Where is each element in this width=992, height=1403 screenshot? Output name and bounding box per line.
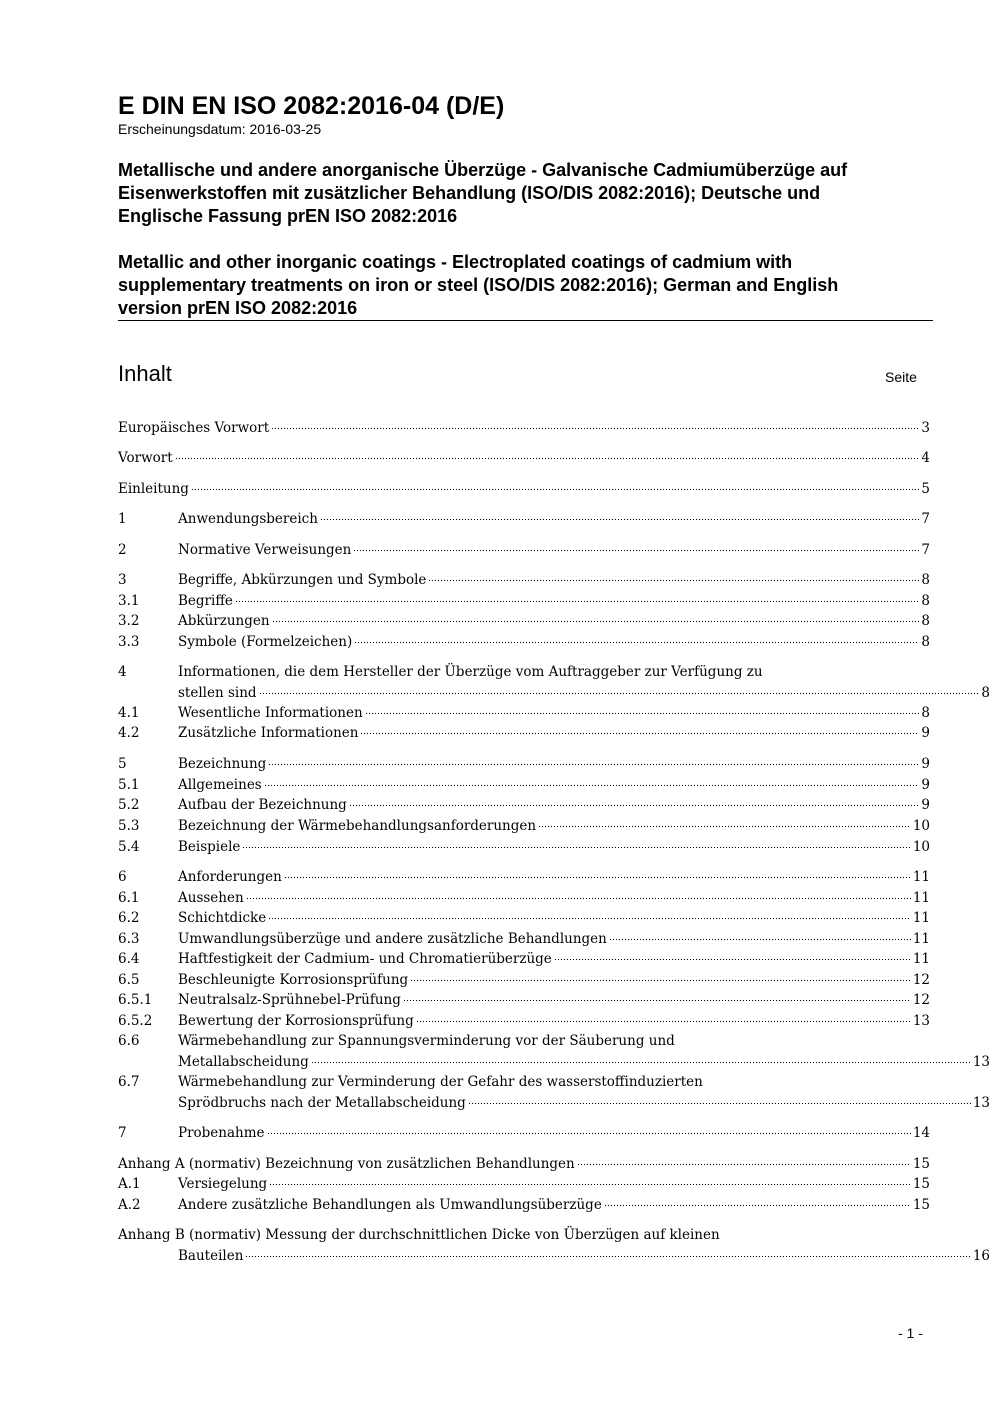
toc-entry-title: Anforderungen (178, 869, 282, 885)
toc-dot-leader (271, 427, 919, 431)
toc-entry-page: 13 (972, 1094, 990, 1111)
toc-entry-number: 6.1 (118, 890, 140, 906)
document-id: E DIN EN ISO 2082:2016-04 (D/E) (118, 92, 505, 120)
toc-entry[interactable] (118, 662, 990, 703)
toc-entry[interactable] (118, 795, 930, 816)
toc-entry-page: 8 (921, 572, 930, 588)
toc-entry-number: 5.3 (118, 818, 140, 834)
toc-entry-page: 15 (912, 1156, 930, 1172)
toc-entry-number: 5.2 (118, 797, 140, 813)
toc-entry[interactable] (118, 888, 930, 909)
toc-entry[interactable] (118, 1195, 930, 1216)
toc-entry-page: 16 (972, 1247, 990, 1264)
toc-entry-title: Anhang A (normativ) Bezeichnung von zusätzlichen Behandlungen (118, 1156, 575, 1172)
toc-entry-page: 15 (912, 1176, 930, 1192)
toc-entry-title-continued: Sprödbruchs nach der Metallabscheidung (178, 1094, 466, 1111)
toc-entry-title: Wärmebehandlung zur Verminderung der Gefahr des wasserstoffinduzierten (178, 1074, 703, 1090)
toc-dot-leader (259, 692, 980, 696)
toc-entry-title: Neutralsalz-Sprühnebel-Prüfung (178, 992, 401, 1008)
toc-entry-page: 11 (912, 869, 930, 885)
toc-dot-leader (264, 784, 920, 788)
toc-entry-number: 6.5.1 (118, 992, 153, 1008)
toc-entry-page: 8 (921, 613, 930, 629)
toc-entry-page: 5 (921, 481, 930, 497)
toc-entry-page: 8 (981, 684, 990, 701)
toc-entry-page: 11 (912, 931, 930, 947)
toc-entry-number: 6.5 (118, 972, 140, 988)
toc-entry[interactable] (118, 970, 930, 991)
toc-dot-leader (604, 1204, 911, 1208)
toc-entry-title: Bezeichnung der Wärmebehandlungsanforderungen (178, 818, 537, 834)
german-title-line: Eisenwerkstoffen mit zusätzlicher Behandlung (ISO/DIS 2082:2016); Deutsche und (118, 183, 821, 203)
toc-entry-title: Anwendungsbereich (178, 511, 318, 527)
toc-entry-title-continued: Bauteilen (178, 1247, 244, 1264)
toc-entry-title: Wärmebehandlung zur Spannungsverminderung vor der Säuberung und (178, 1033, 675, 1049)
toc-dot-leader (403, 999, 911, 1003)
toc-entry-title: Umwandlungsüberzüge und andere zusätzliche Behandlungen (178, 931, 607, 947)
toc-entry-number: 6.3 (118, 931, 140, 947)
toc-dot-leader (410, 979, 911, 983)
english-title-line: supplementary treatments on iron or steel (ISO/DIS 2082:2016); German and English (118, 275, 839, 295)
toc-entry[interactable] (118, 837, 930, 858)
toc-dot-leader (235, 600, 920, 604)
toc-entry-title: Beispiele (178, 839, 241, 855)
toc-entry-title: Abkürzungen (178, 613, 270, 629)
toc-entry-number: 5.4 (118, 839, 140, 855)
toc-entry-page: 7 (921, 511, 930, 527)
toc-dot-leader (242, 846, 910, 850)
toc-entry-number: 6.4 (118, 951, 140, 967)
toc-entry-title: Begriffe, Abkürzungen und Symbole (178, 572, 427, 588)
toc-entry-number: 4 (118, 664, 127, 680)
toc-entry-page: 7 (921, 542, 930, 558)
toc-entry-number: 4.1 (118, 705, 140, 721)
toc-entry-title: Schichtdicke (178, 910, 267, 926)
toc-dot-leader (320, 518, 919, 522)
toc-entry[interactable] (118, 1031, 990, 1072)
toc-dot-leader (245, 1255, 970, 1259)
toc-dot-leader (175, 457, 920, 461)
toc-entry-page: 8 (921, 593, 930, 609)
toc-entry-number: 5.1 (118, 777, 140, 793)
toc-dot-leader (267, 1132, 911, 1136)
toc-entry-title: Anhang B (normativ) Messung der durchschnittlichen Dicke von Überzügen auf kleinen (118, 1227, 720, 1243)
toc-entry[interactable] (118, 632, 930, 653)
toc-entry-page: 11 (912, 951, 930, 967)
toc-entry-page: 11 (912, 890, 930, 906)
german-title-line: Englische Fassung prEN ISO 2082:2016 (118, 206, 458, 226)
toc-entry-page: 10 (912, 818, 930, 834)
toc-entry-page: 13 (912, 1013, 930, 1029)
toc-entry-page: 9 (921, 756, 930, 772)
toc-entry-page: 4 (921, 450, 930, 466)
toc-dot-leader (268, 763, 919, 767)
toc-dot-leader (609, 938, 911, 942)
toc-dot-leader (554, 958, 911, 962)
toc-entry-number: 7 (118, 1125, 127, 1141)
toc-entry-page: 12 (912, 992, 930, 1008)
toc-entry-page: 11 (912, 910, 930, 926)
toc-entry-page: 9 (921, 797, 930, 813)
toc-entry-number: 1 (118, 511, 127, 527)
toc-entry[interactable] (118, 775, 930, 796)
page-number: - 1 - (898, 1325, 923, 1341)
toc-entry[interactable] (118, 570, 930, 591)
toc-entry-page: 9 (921, 777, 930, 793)
toc-entry-title: Symbole (Formelzeichen) (178, 634, 353, 650)
english-title (118, 251, 933, 320)
german-title-line: Metallische und andere anorganische Überzüge - Galvanische Cadmiumüberzüge auf (118, 160, 848, 180)
toc-entry-number: 5 (118, 756, 127, 772)
toc-entry-page: 10 (912, 839, 930, 855)
toc-dot-leader (284, 876, 911, 880)
toc-entry-number: A.2 (118, 1197, 141, 1213)
english-title-line: Metallic and other inorganic coatings - Electroplated coatings of cadmium with (118, 252, 793, 272)
toc-dot-leader (416, 1020, 911, 1024)
toc-entry-title: Bewertung der Korrosionsprüfung (178, 1013, 414, 1029)
toc-dot-leader (269, 1183, 911, 1187)
toc-entry-number: 3 (118, 572, 127, 588)
toc-entry-title: Aufbau der Bezeichnung (178, 797, 347, 813)
toc-entry-number: 6.5.2 (118, 1013, 153, 1029)
toc-entry[interactable] (118, 611, 930, 632)
toc-entry-page: 15 (912, 1197, 930, 1213)
toc-dot-leader (354, 641, 919, 645)
toc-dot-leader (353, 549, 919, 553)
toc-entry[interactable] (118, 754, 930, 775)
toc-dot-leader (428, 579, 919, 583)
toc-entry-title: Einleitung (118, 481, 189, 497)
toc-entry-page: 3 (921, 420, 930, 436)
toc-entry-title: Begriffe (178, 593, 233, 609)
toc-entry-title: Wesentliche Informationen (178, 705, 363, 721)
toc-entry[interactable] (118, 1123, 930, 1144)
toc-entry[interactable] (118, 509, 930, 530)
toc-entry-title: Europäisches Vorwort (118, 420, 270, 436)
toc-entry-title: Beschleunigte Korrosionsprüfung (178, 972, 409, 988)
toc-entry-title: Zusätzliche Informationen (178, 725, 359, 741)
toc-entry-number: 4.2 (118, 725, 140, 741)
toc-entry[interactable] (118, 448, 930, 469)
toc-entry[interactable] (118, 929, 930, 950)
toc-dot-leader (246, 897, 911, 901)
toc-entry-page: 13 (972, 1053, 990, 1070)
toc-entry[interactable] (118, 418, 930, 439)
title-divider (118, 320, 933, 321)
toc-entry-number: 6.2 (118, 910, 140, 926)
toc-entry-number: 3.1 (118, 593, 140, 609)
toc-entry[interactable] (118, 591, 930, 612)
toc-entry[interactable] (118, 990, 930, 1011)
toc-entry-title: Allgemeines (178, 777, 262, 793)
toc-entry-title: Informationen, die dem Hersteller der Überzüge vom Auftraggeber zur Verfügung zu (178, 664, 763, 680)
toc-entry-title: Andere zusätzliche Behandlungen als Umwandlungsüberzüge (178, 1197, 602, 1213)
toc-heading: Inhalt (118, 361, 172, 386)
toc-entry-title: Bezeichnung (178, 756, 267, 772)
toc-dot-leader (577, 1163, 911, 1167)
toc-entry-title-continued: stellen sind (178, 684, 257, 701)
toc-dot-leader (349, 804, 920, 808)
toc-entry[interactable] (118, 1225, 990, 1266)
toc-dot-leader (468, 1102, 971, 1106)
toc-entry-number: 3.3 (118, 634, 140, 650)
toc-entry[interactable] (118, 540, 930, 561)
toc-entry-title: Vorwort (118, 450, 173, 466)
toc-dot-leader (538, 825, 911, 829)
toc-entry-number: 2 (118, 542, 127, 558)
toc-entry-title: Haftfestigkeit der Cadmium- und Chromatierüberzüge (178, 951, 552, 967)
toc-entry-page: 14 (912, 1125, 930, 1141)
toc-entry-page: 12 (912, 972, 930, 988)
toc-dot-leader (191, 488, 919, 492)
toc-entry-number: A.1 (118, 1176, 141, 1192)
toc-entry-page: 8 (921, 705, 930, 721)
toc-entry[interactable] (118, 479, 930, 500)
toc-dot-leader (311, 1061, 971, 1065)
toc-entry-title: Normative Verweisungen (178, 542, 352, 558)
toc-page-column-label: Seite (885, 369, 917, 385)
toc-entry[interactable] (118, 1154, 930, 1175)
publication-date: Erscheinungsdatum: 2016-03-25 (118, 121, 322, 137)
toc-entry[interactable] (118, 867, 930, 888)
toc-entry-number: 6 (118, 869, 127, 885)
toc-entry[interactable] (118, 1011, 930, 1032)
toc-entry-page: 8 (921, 634, 930, 650)
toc-dot-leader (272, 620, 920, 624)
english-title-line: version prEN ISO 2082:2016 (118, 298, 358, 318)
toc-dot-leader (365, 712, 920, 716)
toc-entry-title: Aussehen (178, 890, 244, 906)
toc-dot-leader (268, 917, 911, 921)
toc-entry-number: 6.7 (118, 1074, 140, 1090)
toc-entry[interactable] (118, 949, 930, 970)
toc-entry-title: Versiegelung (178, 1176, 268, 1192)
toc-entry-number: 3.2 (118, 613, 140, 629)
toc-entry[interactable] (118, 908, 930, 929)
toc-dot-leader (360, 732, 919, 736)
toc-entry[interactable] (118, 703, 930, 724)
toc-entry[interactable] (118, 1174, 930, 1195)
toc-entry-title-continued: Metallabscheidung (178, 1053, 309, 1070)
toc-entry-number: 6.6 (118, 1033, 140, 1049)
toc-entry[interactable] (118, 1072, 990, 1113)
toc-entry[interactable] (118, 816, 930, 837)
german-title (118, 159, 933, 228)
toc-entry-page: 9 (921, 725, 930, 741)
toc-entry-title: Probenahme (178, 1125, 265, 1141)
toc-entry[interactable] (118, 723, 930, 744)
